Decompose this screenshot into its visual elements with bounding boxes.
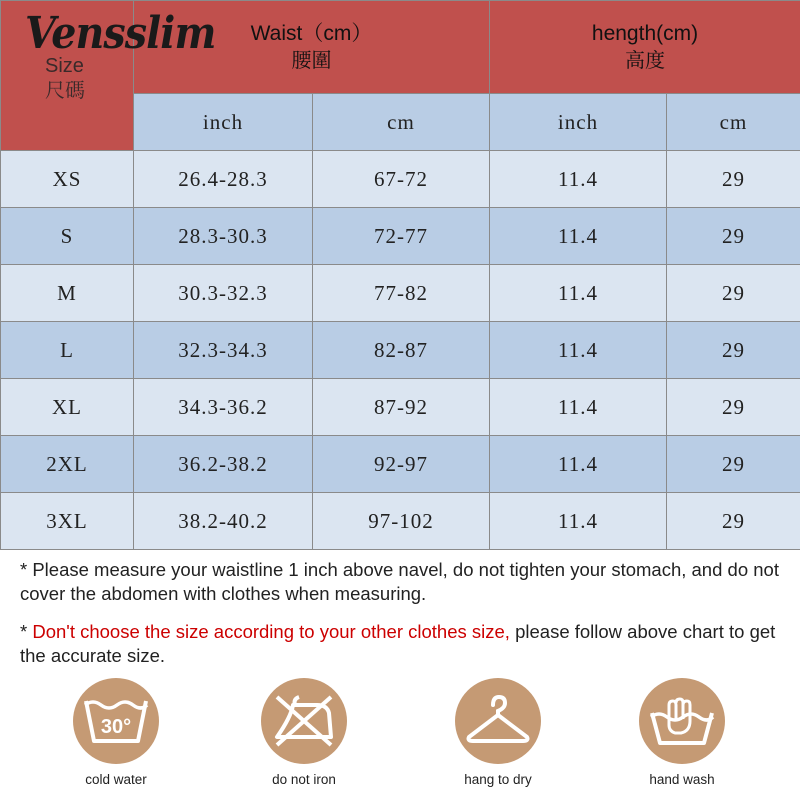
waist-inch-cell: 34.3-36.2	[134, 379, 313, 436]
waist-inch-cell: 36.2-38.2	[134, 436, 313, 493]
note-choose-size	[20, 620, 790, 668]
care-label-hang-to-dry: hang to dry	[464, 772, 532, 787]
note2-warning: Don't choose the size according to your other clothes size,	[32, 621, 510, 642]
waist-header-en: Waist（cm）	[250, 22, 373, 45]
length-cm-cell: 29	[667, 436, 800, 493]
length-header-en: hength(cm)	[591, 22, 699, 45]
table-row	[1, 493, 800, 550]
hand-wash-icon	[639, 678, 725, 764]
note2-prefix: *	[20, 621, 33, 642]
care-label-cold-water: cold water	[85, 772, 147, 787]
size-cell: M	[1, 265, 134, 322]
subheader-waist-inch: inch	[134, 94, 313, 151]
table-row	[1, 265, 800, 322]
waist-cm-cell: 77-82	[313, 265, 490, 322]
wash-temp-label: 30°	[100, 716, 132, 738]
waist-inch-cell: 28.3-30.3	[134, 208, 313, 265]
length-inch-cell: 11.4	[490, 436, 667, 493]
waist-cm-cell: 92-97	[313, 436, 490, 493]
length-inch-cell: 11.4	[490, 208, 667, 265]
table-row	[1, 379, 800, 436]
cold-water-30-icon	[73, 678, 159, 764]
care-item-cold-water	[46, 678, 186, 787]
waist-inch-cell: 26.4-28.3	[134, 151, 313, 208]
waist-cm-cell: 97-102	[313, 493, 490, 550]
size-cell: S	[1, 208, 134, 265]
size-header-en: Size	[45, 55, 84, 77]
note2-rest: please follow above chart to get the accurate size.	[20, 621, 776, 666]
length-inch-cell: 11.4	[490, 322, 667, 379]
care-item-hang-to-dry	[428, 678, 568, 787]
size-cell: XS	[1, 151, 134, 208]
length-cm-cell: 29	[667, 493, 800, 550]
length-inch-cell: 11.4	[490, 379, 667, 436]
table-row	[1, 208, 800, 265]
length-inch-cell: 11.4	[490, 151, 667, 208]
waist-inch-cell: 38.2-40.2	[134, 493, 313, 550]
subheader-length-inch: inch	[490, 94, 667, 151]
waist-cm-cell: 67-72	[313, 151, 490, 208]
waist-header-cn: 腰圍	[291, 48, 332, 72]
length-cm-cell: 29	[667, 322, 800, 379]
size-header-label	[45, 55, 85, 101]
size-header-cell	[1, 1, 216, 151]
waist-cm-cell: 72-77	[313, 208, 490, 265]
length-inch-cell: 11.4	[490, 493, 667, 550]
care-item-do-not-iron	[234, 678, 374, 787]
do-not-iron-icon	[261, 678, 347, 764]
care-instructions	[0, 678, 800, 800]
note-measure-waist: * Please measure your waistline 1 inch above navel, do not tighten your stomach, and do not cover the abdomen with clothes when measuring.	[20, 559, 779, 604]
table-row	[1, 322, 800, 379]
size-header-cn: 尺碼	[45, 78, 85, 102]
care-item-hand-wash	[612, 678, 752, 787]
length-header-cell	[490, 1, 800, 94]
length-cm-cell: 29	[667, 151, 800, 208]
length-cm-cell: 29	[667, 208, 800, 265]
length-inch-cell: 11.4	[490, 265, 667, 322]
waist-cm-cell: 87-92	[313, 379, 490, 436]
table-row	[1, 436, 800, 493]
waist-cm-cell: 82-87	[313, 322, 490, 379]
waist-inch-cell: 32.3-34.3	[134, 322, 313, 379]
size-cell: XL	[1, 379, 134, 436]
hang-to-dry-icon	[455, 678, 541, 764]
length-header-cn: 高度	[625, 48, 665, 72]
length-cm-cell: 29	[667, 265, 800, 322]
measurement-notes	[20, 558, 790, 668]
subheader-length-cm: cm	[667, 94, 800, 151]
size-cell: L	[1, 322, 134, 379]
care-label-do-not-iron: do not iron	[272, 772, 336, 787]
brand-logo: Vensslim	[25, 8, 216, 59]
care-label-hand-wash: hand wash	[649, 772, 715, 787]
size-cell: 2XL	[1, 436, 134, 493]
table-row	[1, 151, 800, 208]
subheader-waist-cm: cm	[313, 94, 490, 151]
waist-inch-cell: 30.3-32.3	[134, 265, 313, 322]
length-cm-cell: 29	[667, 379, 800, 436]
size-cell: 3XL	[1, 493, 134, 550]
